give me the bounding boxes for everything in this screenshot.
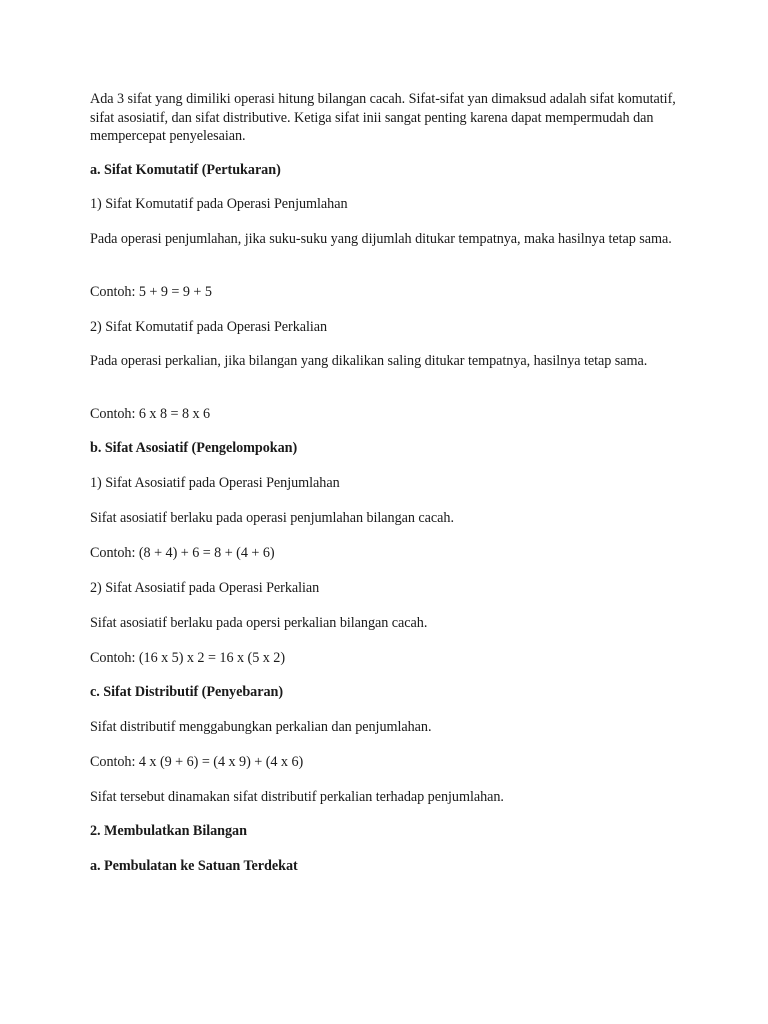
example-asosiatif-perkalian: Contoh: (16 x 5) x 2 = 16 x (5 x 2) xyxy=(90,650,286,666)
heading-distributif: c. Sifat Distributif (Penyebaran) xyxy=(90,684,284,700)
intro-paragraph: Ada 3 sifat yang dimiliki operasi hitung bilangan cacah. Sifat-sifat yan dimaksud adalah sifat komutatif, sifat asosiatif, dan sifat distributive. Ketiga sifat inii sangat penting karena dapat mempermudah dan mempercepat penyelesaian. xyxy=(90,91,676,144)
example-komutatif-perkalian: Contoh: 6 x 8 = 8 x 6 xyxy=(90,406,211,422)
subheading-asosiatif-perkalian: 2) Sifat Asosiatif pada Operasi Perkalian xyxy=(90,580,320,596)
subheading-komutatif-perkalian: 2) Sifat Komutatif pada Operasi Perkalian xyxy=(90,319,328,335)
subheading-pembulatan-satuan: a. Pembulatan ke Satuan Terdekat xyxy=(90,858,298,874)
heading-asosiatif: b. Sifat Asosiatif (Pengelompokan) xyxy=(90,440,298,456)
example-distributif: Contoh: 4 x (9 + 6) = (4 x 9) + (4 x 6) xyxy=(90,754,304,770)
text-asosiatif-perkalian: Sifat asosiatif berlaku pada opersi perkalian bilangan cacah. xyxy=(90,615,428,631)
text-asosiatif-penjumlahan: Sifat asosiatif berlaku pada operasi penjumlahan bilangan cacah. xyxy=(90,510,454,526)
heading-membulatkan-bilangan: 2. Membulatkan Bilangan xyxy=(90,823,247,839)
example-komutatif-penjumlahan: Contoh: 5 + 9 = 9 + 5 xyxy=(90,284,212,300)
subheading-asosiatif-penjumlahan: 1) Sifat Asosiatif pada Operasi Penjumlahan xyxy=(90,475,340,491)
subheading-komutatif-penjumlahan: 1) Sifat Komutatif pada Operasi Penjumlahan xyxy=(90,196,348,212)
heading-komutatif: a. Sifat Komutatif (Pertukaran) xyxy=(90,162,281,178)
text-komutatif-perkalian: Pada operasi perkalian, jika bilangan yang dikalikan saling ditukar tempatnya, hasilnya tetap sama. xyxy=(90,353,648,369)
text-komutatif-penjumlahan: Pada operasi penjumlahan, jika suku-suku yang dijumlah ditukar tempatnya, maka hasilnya tetap sama. xyxy=(90,231,672,247)
text-distributif: Sifat distributif menggabungkan perkalian dan penjumlahan. xyxy=(90,719,432,735)
conclusion-distributif: Sifat tersebut dinamakan sifat distributif perkalian terhadap penjumlahan. xyxy=(90,789,504,805)
example-asosiatif-penjumlahan: Contoh: (8 + 4) + 6 = 8 + (4 + 6) xyxy=(90,545,275,561)
